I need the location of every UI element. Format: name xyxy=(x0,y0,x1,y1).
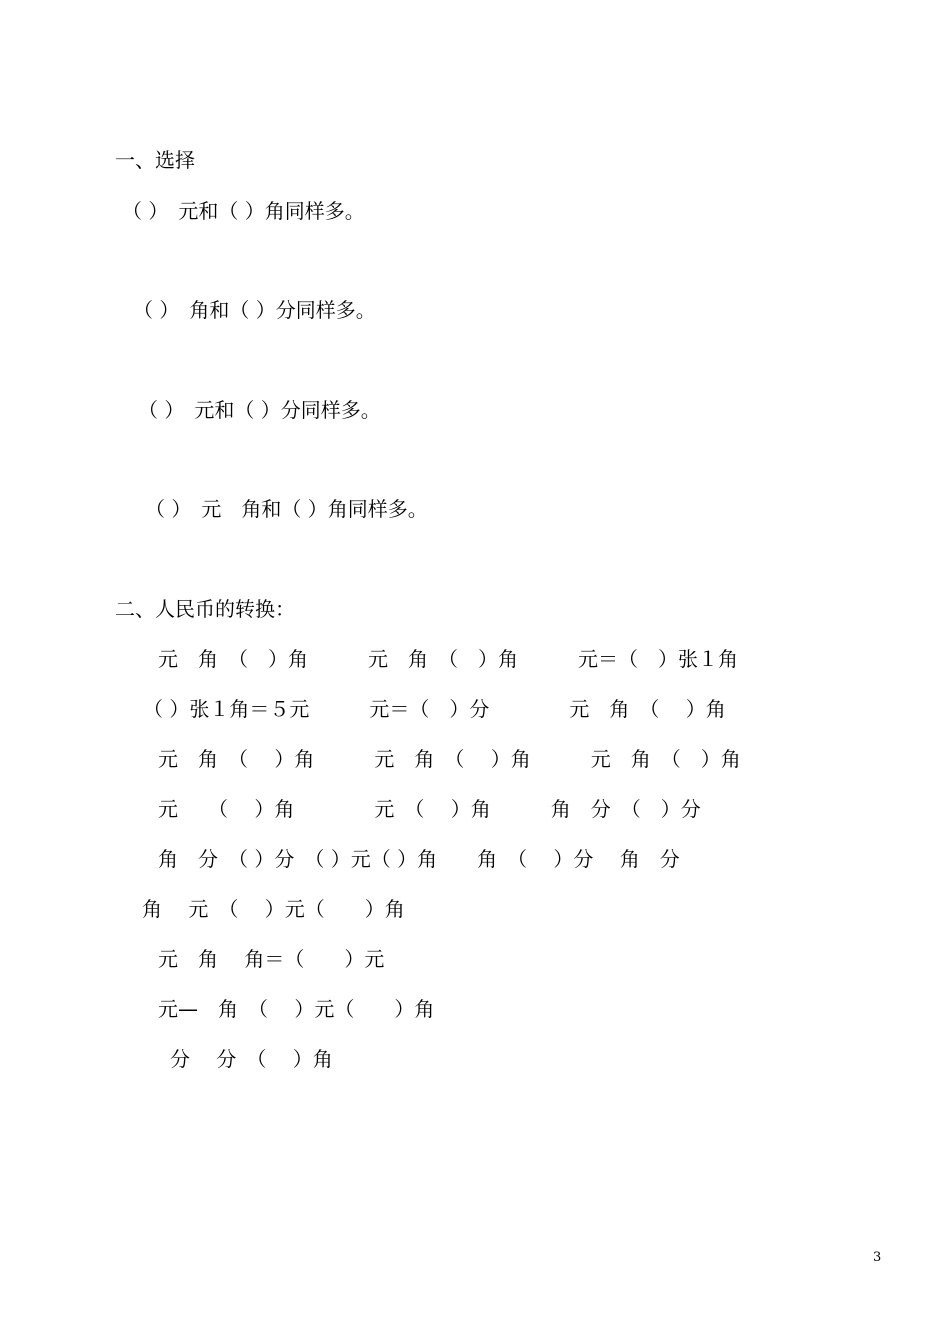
page-number: 3 xyxy=(873,1250,882,1265)
choice-item-3: （ ） 元和（ ）分同样多。 xyxy=(138,398,381,422)
section-1-heading: 一、选择 xyxy=(115,148,195,172)
conversion-row-8: 元— 角 （ ）元（ ）角 xyxy=(158,997,435,1021)
conversion-row-7: 元 角 角＝（ ）元 xyxy=(158,947,385,971)
conversion-row-2: （ ）张１角＝５元 元＝（ ）分 元 角 （ ）角 xyxy=(143,697,726,721)
choice-item-4: （ ） 元 角和（ ）角同样多。 xyxy=(145,497,428,521)
conversion-row-4: 元 （ ）角 元 （ ）角 角 分 （ ）分 xyxy=(158,797,701,821)
conversion-row-3: 元 角 （ ）角 元 角 （ ）角 元 角 （ ）角 xyxy=(158,747,741,771)
choice-item-2: （ ） 角和（ ）分同样多。 xyxy=(133,298,376,322)
conversion-row-9: 分 分 （ ）角 xyxy=(170,1047,333,1071)
conversion-row-1: 元 角 （ ）角 元 角 （ ）角 元＝（ ）张１角 xyxy=(158,647,738,671)
section-2-heading: 二、人民币的转换： xyxy=(115,597,295,621)
conversion-row-6: 角 元 （ ）元（ ）角 xyxy=(142,897,405,921)
choice-item-1: （ ） 元和（ ）角同样多。 xyxy=(122,199,365,223)
conversion-row-5: 角 分 （ ）分 （ ）元（ ）角 角 （ ）分 角 分 xyxy=(158,847,680,871)
